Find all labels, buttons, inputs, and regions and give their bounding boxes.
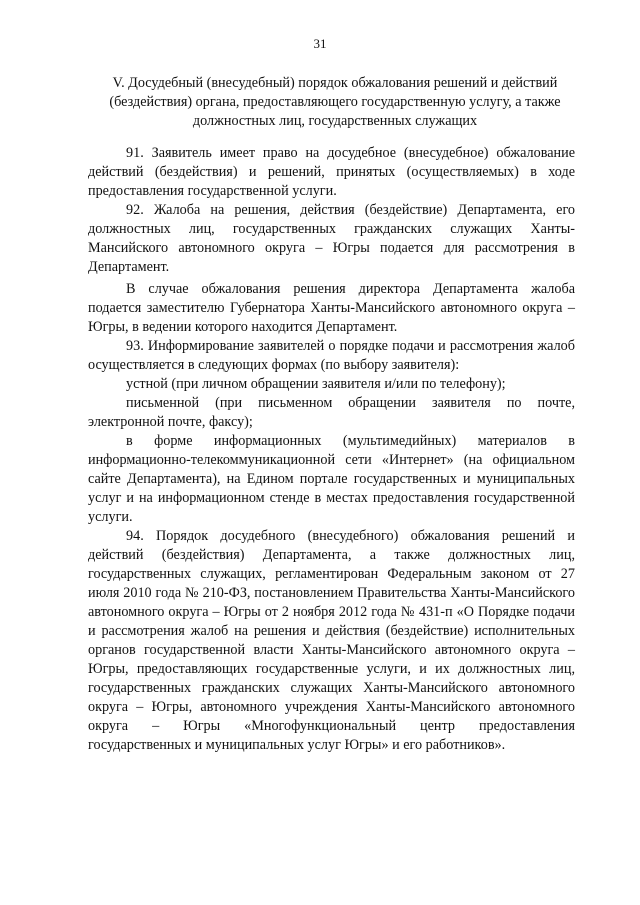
paragraph-media-form	[88, 432, 575, 527]
paragraph-text: В случае обжалования решения директора Департамента жалоба подается заместителю Губернатора Ханты-Мансийского автономного округа – Югры, в ведении которого находится Департамент.	[88, 281, 575, 335]
paragraph-text: 93. Информирование заявителей о порядке подачи и рассмотрения жалоб осуществляется в следующих формах (по выбору заявителя):	[88, 338, 575, 373]
paragraph-text: 92. Жалоба на решения, действия (бездействие) Департамента, его должностных лиц, государственных гражданских служащих Ханты-Мансийского автономного округа – Югры подается для рассмотрения в Департамент.	[88, 202, 575, 275]
paragraph-written-form	[88, 394, 575, 432]
paragraph-text: устной (при личном обращении заявителя и/или по телефону);	[126, 376, 506, 392]
paragraph-oral-form	[88, 375, 575, 394]
paragraph-94	[88, 527, 575, 755]
paragraph-text: письменной (при письменном обращении заявителя по почте, электронной почте, факсу);	[88, 395, 575, 430]
page-number: 31	[313, 36, 327, 51]
paragraph-text: 94. Порядок досудебного (внесудебного) обжалования решений и действий (бездействия) Департамента, а также должностных лиц, государственных служащих, регламентирован Федеральным законом от 27 июля 2010 года № 210-ФЗ, постановлением Правительства Ханты-Мансийского автономного округа – Югры от 2 ноября 2012 года № 431-п «О Порядке подачи и рассмотрения жалоб на решения и действия (бездействие) исполнительных органов государственной власти Ханты-Мансийского автономного округа – Югры, предоставляющих государственные услуги, и их должностных лиц, государственных гражданских служащих Ханты-Мансийского автономного округа – Югры, автономного учреждения Ханты-Мансийского автономного округа – Югры «Многофункциональный центр предоставления государственных и муниципальных услуг Югры» и его работников».	[88, 528, 575, 753]
section-title: V. Досудебный (внесудебный) порядок обжалования решений и действий (бездействия) органа, предоставляющего государственную услугу, а также должностных лиц, государственных служащих	[109, 75, 561, 129]
paragraph-93	[88, 337, 575, 375]
paragraph-92	[88, 201, 575, 277]
paragraph-text: 91. Заявитель имеет право на досудебное (внесудебное) обжалование действий (бездействия) и решений, принятых (осуществляемых) в ходе предоставления государственной услуги.	[88, 145, 575, 199]
document-body	[88, 144, 575, 755]
paragraph-text: в форме информационных (мультимедийных) материалов в информационно-телекоммуникационной сети «Интернет» (на официальном сайте Департамента), на Едином портале государственных и муниципальных услуг и на информационном стенде в местах предоставления государственной услуги.	[88, 433, 575, 525]
paragraph-director-complaint	[88, 280, 575, 337]
paragraph-91	[88, 144, 575, 201]
